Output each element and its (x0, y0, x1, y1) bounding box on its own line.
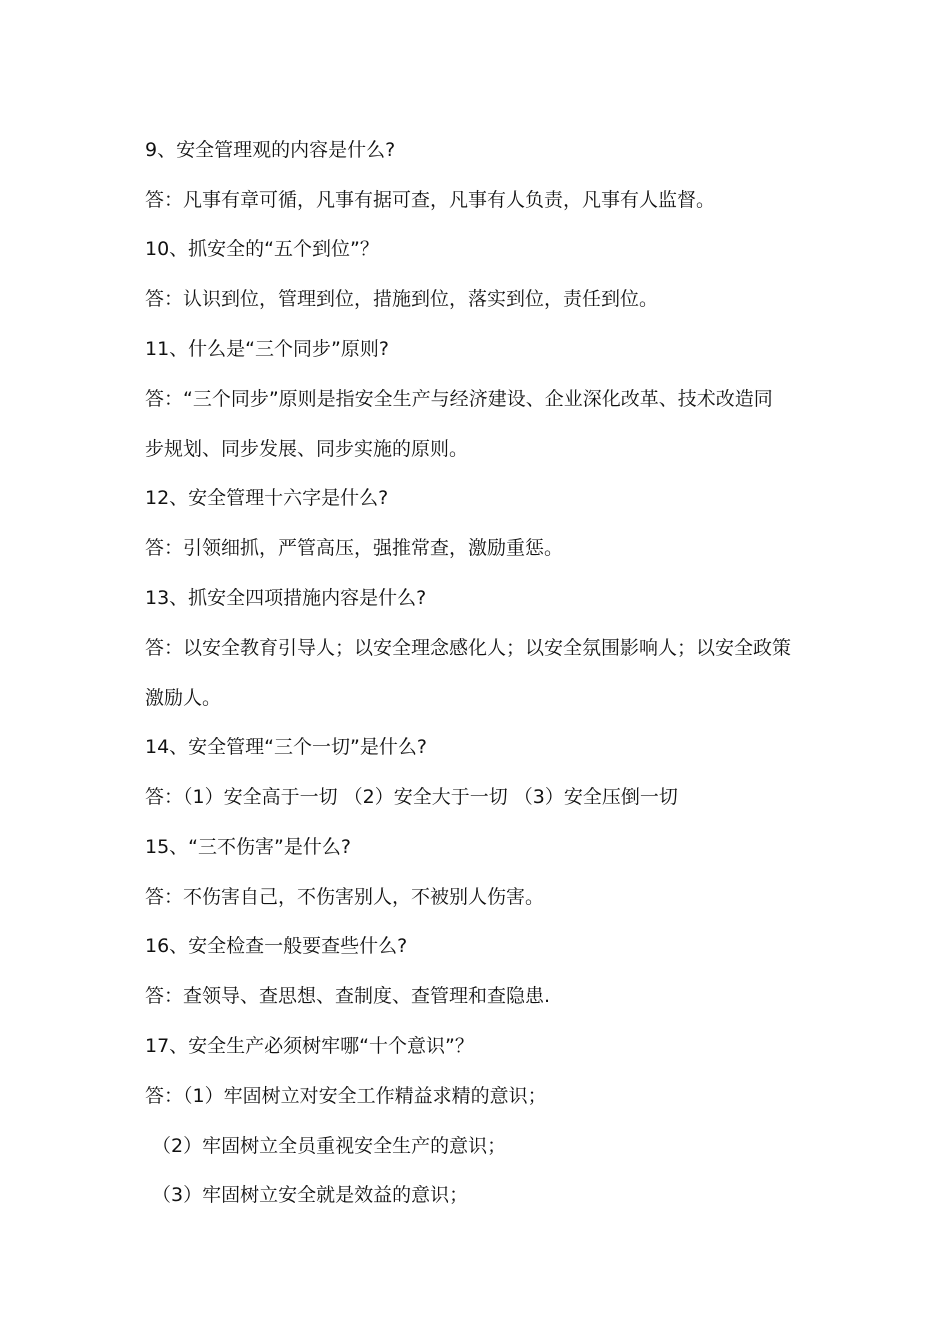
answer-14: 答：（1）安全高于一切 （2）安全大于一切 （3）安全压倒一切 (145, 786, 678, 808)
question-17: 17、安全生产必须树牢哪“十个意识”？ (145, 1035, 474, 1057)
answer-16: 答：查领导、查思想、查制度、查管理和查隐患. (145, 985, 551, 1007)
question-16: 16、安全检查一般要查些什么? (145, 935, 408, 957)
answer-17-item-3: （3）牢固树立安全就是效益的意识； (152, 1184, 469, 1206)
answer-15: 答：不伤害自己，不伤害别人，不被别人伤害。 (145, 886, 545, 908)
answer-13-line-1: 答：以安全教育引导人；以安全理念感化人；以安全氛围影响人；以安全政策 (145, 637, 792, 659)
question-11: 11、什么是“三个同步”原则? (145, 338, 389, 360)
answer-11-line-1: 答：“三个同步”原则是指安全生产与经济建设、企业深化改革、技术改造同 (145, 388, 773, 410)
question-13: 13、抓安全四项措施内容是什么? (145, 587, 427, 609)
question-9: 9、安全管理观的内容是什么? (145, 139, 396, 161)
question-14: 14、安全管理“三个一切”是什么? (145, 736, 427, 758)
answer-10: 答：认识到位，管理到位，措施到位，落实到位，责任到位。 (145, 288, 659, 310)
answer-13-line-2: 激励人。 (145, 687, 222, 709)
question-10: 10、抓安全的“五个到位”？ (145, 238, 379, 260)
answer-11-line-2: 步规划、同步发展、同步实施的原则。 (145, 438, 469, 460)
answer-17-item-1: 答：（1）牢固树立对安全工作精益求精的意识； (145, 1085, 547, 1107)
answer-12: 答：引领细抓，严管高压，强推常查，激励重惩。 (145, 537, 564, 559)
answer-9: 答：凡事有章可循，凡事有据可查，凡事有人负责，凡事有人监督。 (145, 189, 716, 211)
answer-17-item-2: （2）牢固树立全员重视安全生产的意识； (152, 1135, 507, 1157)
question-12: 12、安全管理十六字是什么? (145, 487, 389, 509)
question-15: 15、“三不伤害”是什么? (145, 836, 351, 858)
